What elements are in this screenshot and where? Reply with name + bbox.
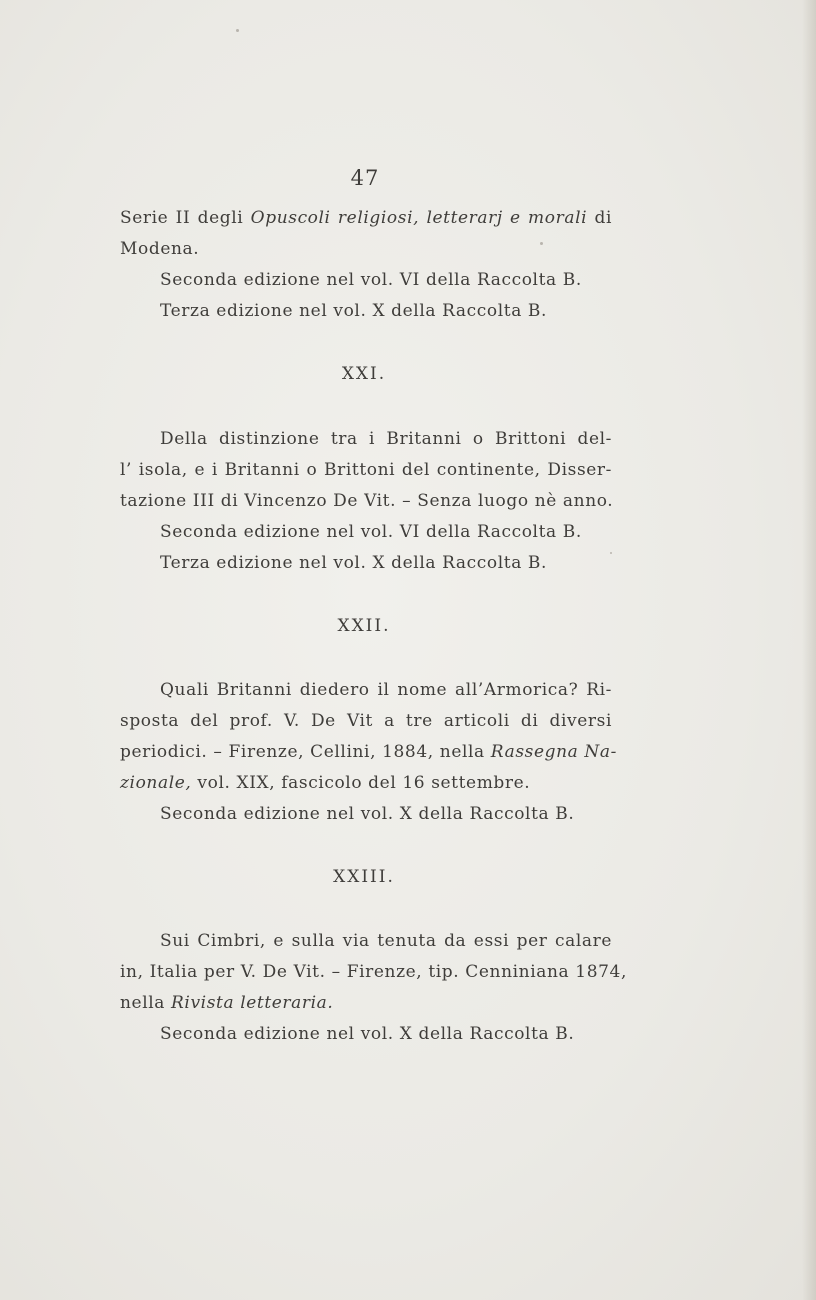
text-line: Seconda edizione nel vol. X della Raccolta B. (160, 804, 575, 824)
text-line: l’ isola, e i Britanni o Brittoni del continente, Disser- (120, 460, 612, 480)
section-heading-xxii: XXII. (337, 616, 391, 636)
text-line: Seconda edizione nel vol. VI della Raccolta B. (160, 522, 582, 542)
section-heading-xxi: XXI. (341, 364, 387, 384)
text-line: Seconda edizione nel vol. X della Raccolta B. (160, 1024, 575, 1044)
text-line: Quali Britanni diedero il nome all’Armorica? Ri- (160, 680, 612, 700)
section-xxi (120, 424, 612, 579)
section-xxiii (120, 926, 627, 1050)
page-edge-shadow (802, 0, 816, 1300)
paper-speck (236, 29, 239, 32)
text-line: Modena. (120, 239, 200, 259)
text-line: in, Italia per V. De Vit. – Firenze, tip. Cenniniana 1874, (120, 962, 627, 982)
text-line: zionale, vol. XIX, fascicolo del 16 settembre. (120, 773, 531, 793)
text-line: Della distinzione tra i Britanni o Brittoni del- (160, 429, 612, 449)
section-xxii (120, 675, 617, 830)
text-line: nella Rivista letteraria. (120, 993, 334, 1013)
section-intro (120, 203, 612, 327)
page-number: 47 (350, 166, 380, 190)
text-line: Terza edizione nel vol. X della Raccolta B. (160, 301, 548, 321)
text-line: Terza edizione nel vol. X della Raccolta B. (160, 553, 548, 573)
text-line: Serie II degli Opuscoli religiosi, letterarj e morali di (120, 208, 613, 228)
text-line: tazione III di Vincenzo De Vit. – Senza luogo nè anno. (120, 491, 614, 511)
text-line: Seconda edizione nel vol. VI della Raccolta B. (160, 270, 582, 290)
text-line: Sui Cimbri, e sulla via tenuta da essi per calare (160, 931, 612, 951)
text-line: sposta del prof. V. De Vit a tre articoli di diversi (120, 711, 612, 731)
text-line: periodici. – Firenze, Cellini, 1884, nella Rassegna Na- (120, 742, 617, 762)
section-heading-xxiii: XXIII. (333, 867, 395, 887)
